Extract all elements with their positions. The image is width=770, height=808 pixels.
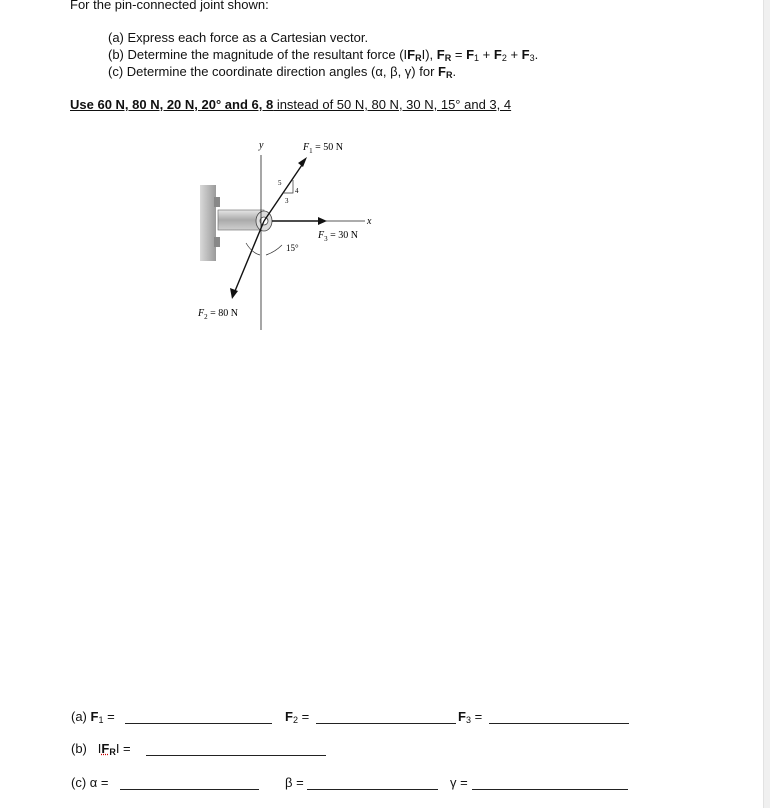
answer-a-label (71, 709, 115, 725)
angle-label: 15° (286, 243, 299, 253)
answer-f3-sub: 3 (465, 715, 471, 725)
force-f2-label (197, 308, 238, 321)
part-b-eq-r: R (444, 53, 452, 63)
part-b-plus1: + (479, 47, 494, 62)
f3-value: = 30 N (327, 230, 358, 241)
f3-sub: 3 (324, 235, 328, 243)
answer-b-label (71, 741, 131, 757)
part-c-text (108, 64, 456, 80)
instruction-text (70, 97, 511, 112)
part-b-f3-sub: 3 (529, 53, 535, 63)
f1-symbol: F (303, 142, 310, 153)
f1-sub: 1 (309, 147, 313, 155)
part-b-eq-f: F (436, 47, 445, 62)
answer-f2-label (285, 709, 309, 725)
answer-fr-field[interactable] (146, 755, 326, 756)
answer-fr-symbol: F (101, 741, 110, 756)
force-f2-arrowhead (230, 288, 238, 299)
f3-symbol: F (318, 230, 325, 241)
answer-b-open: I (97, 741, 102, 756)
part-b-fr-sub: R (415, 53, 422, 63)
pin-joint-figure (190, 135, 390, 335)
part-b-f1: F (466, 47, 475, 62)
part-c-end: . (452, 64, 457, 79)
f2-symbol: F (198, 308, 205, 319)
angle-arc-right (266, 245, 282, 255)
slope-label-4: 4 (295, 187, 299, 195)
answer-f2-sub: 2 (292, 715, 298, 725)
answer-f3-field[interactable] (489, 723, 629, 724)
answer-f1-field[interactable] (125, 723, 272, 724)
wall-support (200, 185, 216, 261)
answer-gamma-field[interactable] (472, 789, 628, 790)
answer-f2-field[interactable] (316, 723, 456, 724)
answer-b-eq: = (119, 741, 131, 756)
force-f3-arrowhead (318, 217, 327, 225)
bracket-bolt-top (214, 197, 220, 207)
part-b-f2-sub: 2 (501, 53, 507, 63)
x-axis-label: x (367, 216, 372, 227)
part-b-f2: F (493, 47, 502, 62)
part-c-prefix: (c) Determine the coordinate direction angles (α, β, γ) for (108, 64, 439, 79)
instruction-bold: Use 60 N, 80 N, 20 N, 20° and 6, 8 (70, 97, 274, 112)
bracket-bolt-bottom (214, 237, 220, 247)
answer-f2-symbol: F (285, 709, 293, 724)
part-b-prefix: (b) Determine the magnitude of the resultant force (I (108, 47, 408, 62)
y-axis-label: y (259, 140, 264, 151)
part-b-f1-sub: 1 (474, 53, 480, 63)
part-b-end: . (534, 47, 539, 62)
part-b-eq: = (451, 47, 467, 62)
f1-value: = 50 N (312, 142, 343, 153)
answer-f1-symbol: F (90, 709, 99, 724)
answer-gamma-label: γ = (450, 775, 468, 790)
force-f2-line (235, 221, 264, 291)
answer-alpha-label: (c) α = (71, 775, 109, 790)
answer-beta-label: β = (285, 775, 304, 790)
answer-b-prefix: (b) (71, 741, 87, 756)
part-c-f: F (438, 64, 446, 79)
part-b-f3: F (521, 47, 530, 62)
f2-value: = 80 N (207, 308, 238, 319)
part-b-mid: I), (421, 47, 437, 62)
part-c-r: R (445, 70, 453, 80)
answer-beta-field[interactable] (307, 789, 438, 790)
answer-f3-eq: = (470, 709, 483, 724)
answer-f3-symbol: F (458, 709, 466, 724)
answer-a-prefix: (a) (71, 709, 87, 724)
part-b-text (108, 47, 538, 63)
part-b-fr-symbol: F (407, 47, 416, 62)
answer-b-close: I (115, 741, 120, 756)
slope-label-3: 3 (285, 197, 289, 205)
f2-sub: 2 (204, 313, 208, 321)
force-f3-label (317, 230, 358, 243)
force-f1-arrowhead (298, 157, 307, 167)
force-f1-label (302, 142, 343, 155)
answer-f3-label (458, 709, 482, 725)
intro-text: For the pin-connected joint shown: (70, 0, 269, 12)
answer-f1-sub: 1 (98, 715, 104, 725)
answer-f2-eq: = (297, 709, 310, 724)
part-b-plus2: + (506, 47, 522, 62)
instruction-normal: instead of 50 N, 80 N, 30 N, 15° and 3, 4 (273, 97, 512, 112)
vertical-scrollbar[interactable] (763, 0, 770, 808)
slope-label-5: 5 (278, 179, 282, 187)
answer-fr-sub: R (109, 747, 116, 757)
answer-f1-eq: = (103, 709, 115, 724)
part-a-text: (a) Express each force as a Cartesian vector. (108, 30, 369, 45)
answer-alpha-field[interactable] (120, 789, 259, 790)
